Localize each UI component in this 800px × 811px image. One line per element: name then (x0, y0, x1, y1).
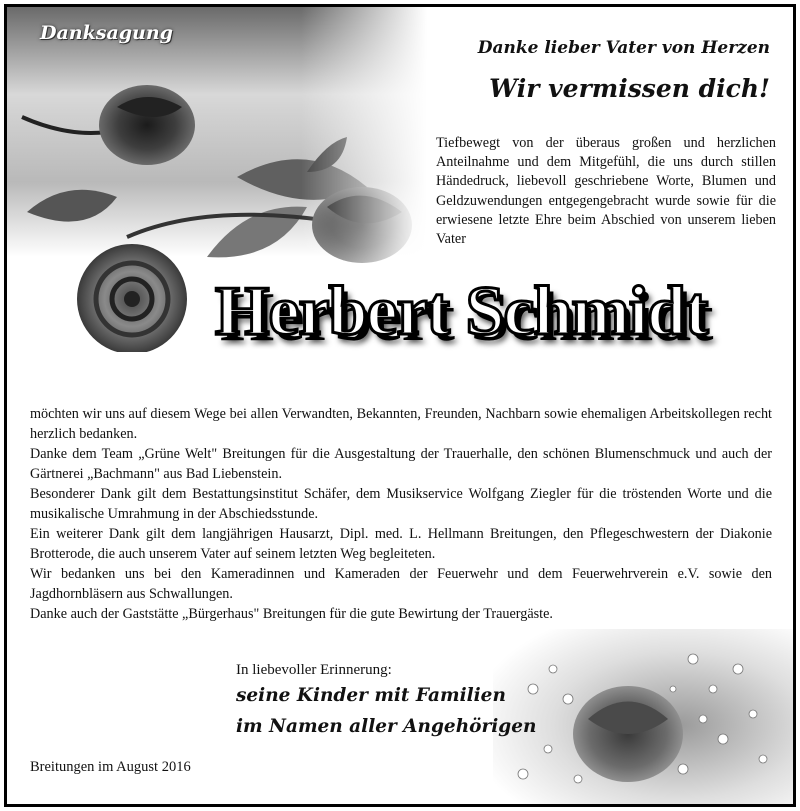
signature-2: im Namen aller Angehörigen (236, 716, 537, 737)
headline-1: Danke lieber Vater von Herzen (477, 38, 770, 58)
paragraph: Ein weiterer Dank gilt dem langjährigen Hausarzt, Dipl. med. L. Hellmann Breitungen, den Pflegeschwestern der Diakonie Brotterode, die auch unserem Vater auf seinem letzten Weg begleiteten. (30, 526, 772, 562)
rose-and-flowers-photo (493, 629, 793, 804)
paragraph: Danke auch der Gaststätte „Bürgerhaus" Breitungen für die gute Bewirtung der Trauergäste. (30, 606, 553, 622)
paragraph: möchten wir uns auf diesem Wege bei allen Verwandten, Bekannten, Freunden, Nachbarn sowie ehemaligen Arbeitskollegen recht herzlich bedanken. (30, 406, 772, 442)
memory-line: In liebevoller Erinnerung: (236, 662, 392, 678)
headline-2: Wir vermissen dich! (489, 74, 770, 103)
body-text (30, 404, 772, 624)
paragraph: Besonderer Dank gilt dem Bestattungsinstitut Schäfer, dem Musikservice Wolfgang Ziegler für die tröstenden Worte und die musikalische Umrahmung in der Abschiedsstunde. (30, 486, 772, 522)
signature-1: seine Kinder mit Familien (236, 685, 506, 706)
paragraph: Danke dem Team „Grüne Welt" Breitungen für die Ausgestaltung der Trauerhalle, den schönen Blumenschmuck und auch der Gärtnerei „Bachmann" aus Bad Liebenstein. (30, 446, 772, 482)
intro-text: Tiefbewegt von der überaus großen und herzlichen Anteilnahme und dem Mitgefühl, die uns durch stillen Händedruck, liebevoll geschriebene Worte, Blumen und Geldzuwendungen entgegengebracht wurde sowie für die erwiesene letzte Ehre beim Abschied von unserem lieben Vater (436, 135, 776, 248)
deceased-name: Herbert Schmidt (215, 273, 708, 350)
notice-label: Danksagung (40, 22, 173, 44)
place-date: Breitungen im August 2016 (30, 759, 191, 775)
paragraph: Wir bedanken uns bei den Kameradinnen und Kameraden der Feuerwehr und dem Feuerwehrverein e.V. sowie den Jagdhornbläsern aus Schwallungen. (30, 566, 772, 602)
